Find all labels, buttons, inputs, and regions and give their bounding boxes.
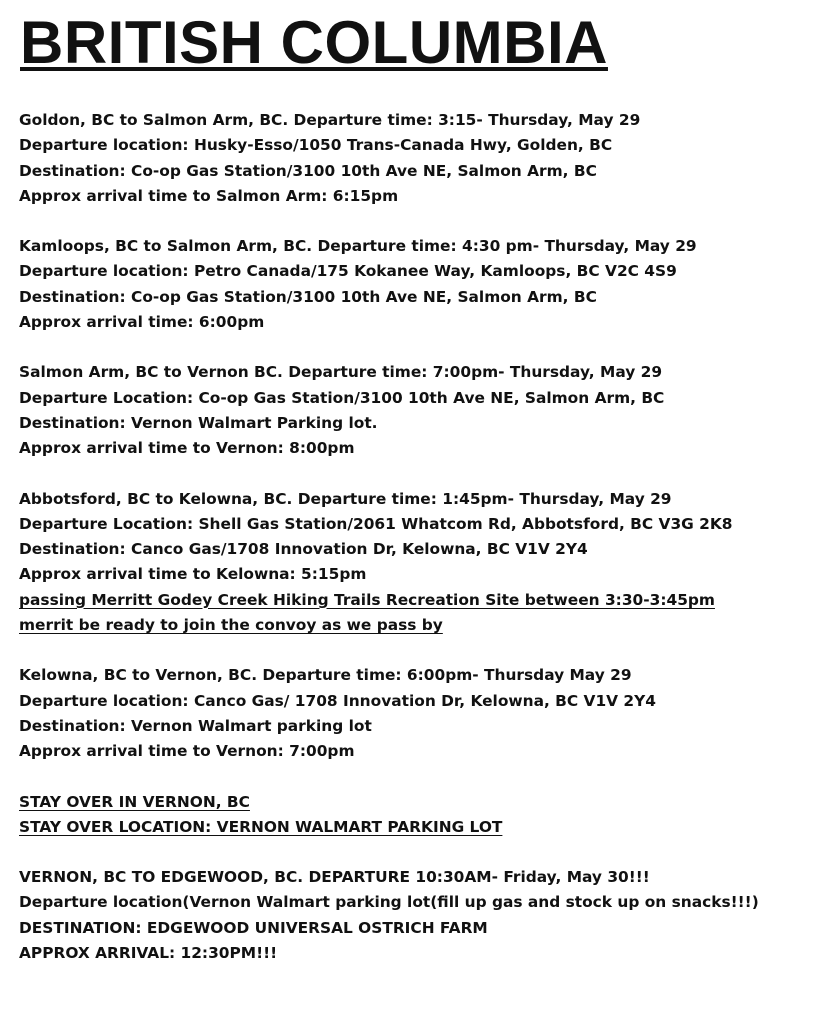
arrival-time: APPROX ARRIVAL: 12:30PM!!! — [19, 944, 278, 963]
destination: Destination: Vernon Walmart parking lot — [19, 716, 372, 735]
route-kamloops-salmon-arm — [19, 234, 829, 335]
route-heading: Kelowna, BC to Vernon, BC. Departure time: 6:00pm- Thursday May 29 — [19, 666, 632, 685]
arrival-time: Approx arrival time to Vernon: 8:00pm — [19, 439, 355, 458]
route-heading: Abbotsford, BC to Kelowna, BC. Departure time: 1:45pm- Thursday, May 29 — [19, 489, 672, 508]
route-vernon-edgewood — [19, 865, 829, 966]
departure-location: Departure Location: Co-op Gas Station/3100 10th Ave NE, Salmon Arm, BC — [19, 388, 665, 407]
route-heading: Salmon Arm, BC to Vernon BC. Departure time: 7:00pm- Thursday, May 29 — [19, 363, 663, 382]
destination: Destination: Co-op Gas Station/3100 10th Ave NE, Salmon Arm, BC — [19, 161, 597, 180]
merritt-join-note: merrit be ready to join the convoy as we pass by — [19, 616, 443, 635]
route-salmon-arm-vernon — [19, 360, 829, 461]
destination: Destination: Co-op Gas Station/3100 10th Ave NE, Salmon Arm, BC — [19, 287, 597, 306]
route-heading: Goldon, BC to Salmon Arm, BC. Departure time: 3:15- Thursday, May 29 — [19, 111, 641, 129]
departure-location: Departure Location: Shell Gas Station/2061 Whatcom Rd, Abbotsford, BC V3G 2K8 — [19, 514, 733, 533]
departure-location: Departure location: Petro Canada/175 Kokanee Way, Kamloops, BC V2C 4S9 — [19, 262, 677, 281]
route-abbotsford-kelowna — [19, 487, 829, 639]
arrival-time: Approx arrival time to Kelowna: 5:15pm — [19, 565, 367, 584]
arrival-time: Approx arrival time: 6:00pm — [19, 313, 265, 332]
departure-location: Departure location(Vernon Walmart parking lot(fill up gas and stock up on snacks!!!) — [19, 893, 759, 912]
destination: Destination: Vernon Walmart Parking lot. — [19, 413, 378, 432]
arrival-time: Approx arrival time to Salmon Arm: 6:15pm — [19, 186, 399, 205]
route-kelowna-vernon — [19, 663, 829, 764]
page-title: BRITISH COLUMBIA — [20, 9, 608, 76]
destination: DESTINATION: EDGEWOOD UNIVERSAL OSTRICH FARM — [19, 918, 488, 937]
route-golden-salmon-arm — [19, 108, 829, 209]
route-heading: VERNON, BC TO EDGEWOOD, BC. DEPARTURE 10:30AM- Friday, May 30!!! — [19, 868, 650, 887]
departure-location: Departure location: Husky-Esso/1050 Trans-Canada Hwy, Golden, BC — [19, 136, 613, 155]
stay-over-city: STAY OVER IN VERNON, BC — [19, 792, 250, 811]
arrival-time: Approx arrival time to Vernon: 7:00pm — [19, 742, 355, 761]
stay-over-location: STAY OVER LOCATION: VERNON WALMART PARKING LOT — [19, 817, 503, 836]
schedule-content — [19, 108, 829, 991]
departure-location: Departure location: Canco Gas/ 1708 Innovation Dr, Kelowna, BC V1V 2Y4 — [19, 691, 656, 710]
merritt-pass-note: passing Merritt Godey Creek Hiking Trails Recreation Site between 3:30-3:45pm — [19, 590, 715, 609]
route-heading: Kamloops, BC to Salmon Arm, BC. Departure time: 4:30 pm- Thursday, May 29 — [19, 237, 697, 256]
destination: Destination: Canco Gas/1708 Innovation Dr, Kelowna, BC V1V 2Y4 — [19, 540, 588, 559]
stay-over-section — [19, 790, 829, 841]
